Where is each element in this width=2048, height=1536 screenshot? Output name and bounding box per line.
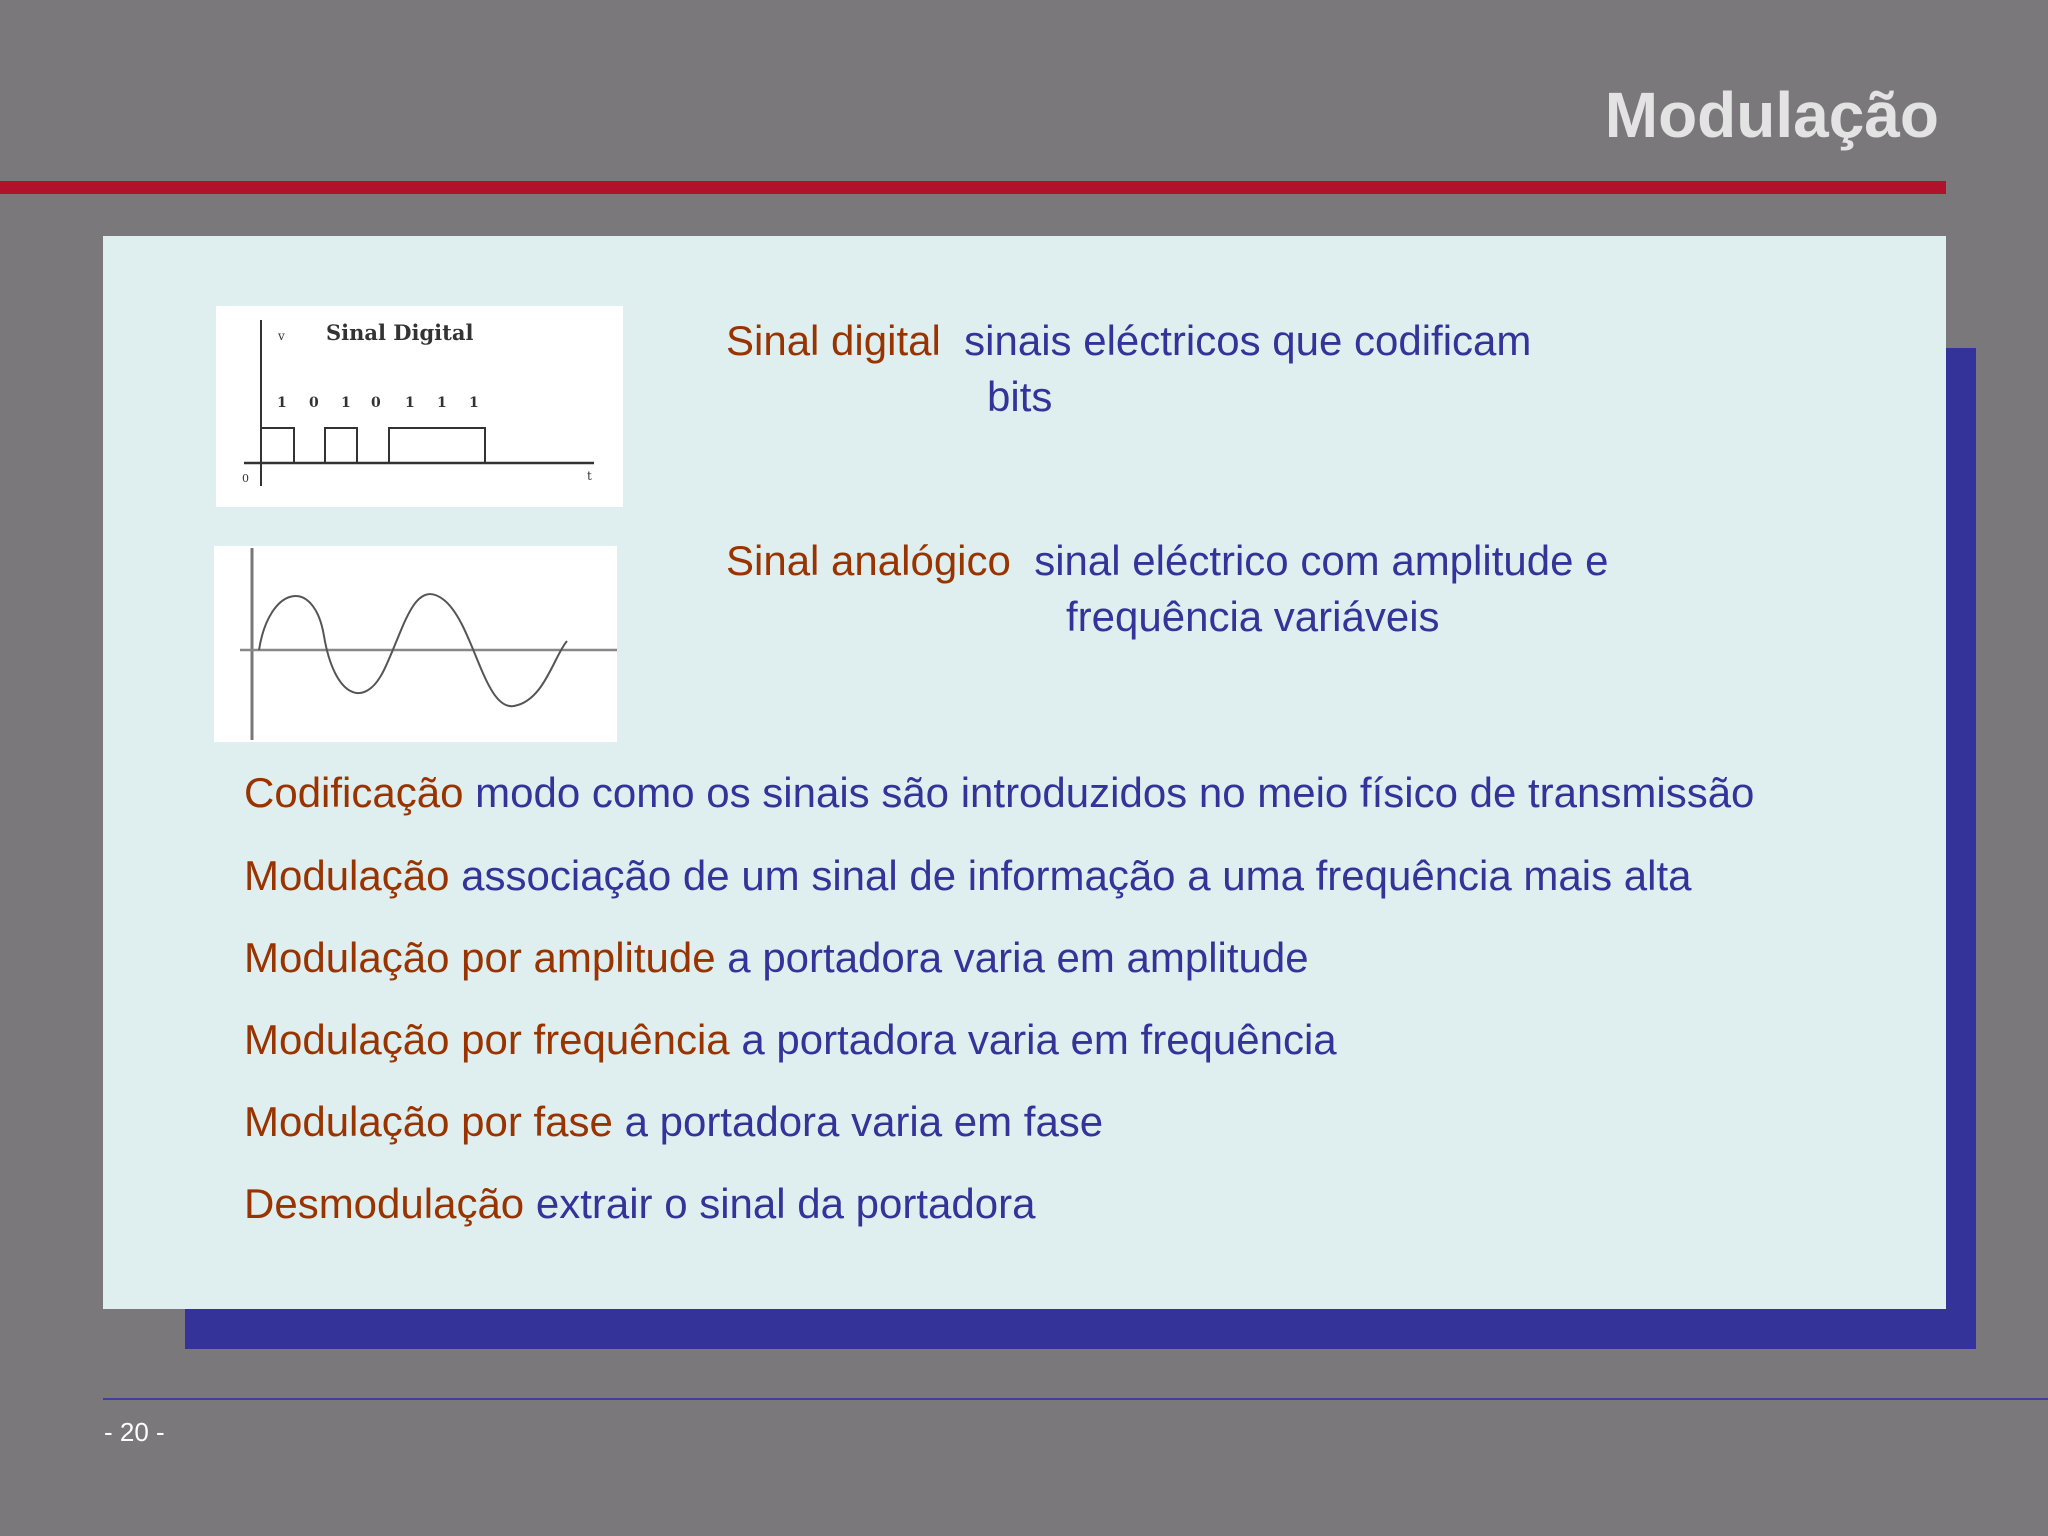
title-accent-bar (0, 181, 1946, 194)
digital-signal-figure (216, 306, 623, 507)
bit-label: 1 (341, 395, 351, 411)
definition-line (244, 768, 1754, 818)
signal-digital-definition-line2: bits (987, 373, 1053, 420)
definition-line (244, 1179, 1035, 1229)
y-axis-label: v (278, 329, 285, 343)
analog-signal-graph (214, 546, 617, 742)
bit-label: 1 (405, 395, 415, 411)
definition-line (244, 1097, 1103, 1147)
definition-text: a portadora varia em frequência (741, 1016, 1337, 1063)
definition-term: Modulação por frequência (244, 1016, 730, 1063)
slide-title: Modulação (1604, 79, 1939, 151)
definition-text: associação de um sinal de informação a uma frequência mais alta (461, 852, 1692, 899)
definition-text: a portadora varia em amplitude (727, 934, 1309, 981)
definition-text: extrair o sinal da portadora (535, 1180, 1036, 1227)
signal-digital-term: Sinal digital (726, 317, 941, 364)
analog-signal-figure (214, 546, 617, 742)
bit-label: 0 (371, 395, 381, 411)
digital-signal-graph (216, 306, 623, 507)
signal-digital-definition-line1: sinais eléctricos que codificam (964, 317, 1532, 364)
page-number: - 20 - (104, 1417, 165, 1447)
definition-line (244, 1015, 1337, 1065)
bit-label: 1 (277, 395, 287, 411)
definition-text: modo como os sinais são introduzidos no meio físico de transmissão (475, 769, 1755, 816)
signal-analog-term: Sinal analógico (726, 537, 1011, 584)
definition-line (244, 933, 1309, 983)
footer-divider (103, 1398, 2048, 1400)
definition-term: Desmodulação (244, 1180, 525, 1227)
definition-line (244, 851, 1691, 901)
definition-term: Modulação por fase (244, 1098, 613, 1145)
signal-analog-description (726, 533, 1608, 645)
bit-label: 1 (437, 395, 447, 411)
signal-digital-description (726, 313, 1531, 425)
x-axis-label: t (587, 469, 592, 483)
signal-analog-definition-line1: sinal eléctrico com amplitude e (1034, 537, 1609, 584)
definition-text: a portadora varia em fase (624, 1098, 1104, 1145)
definition-term: Modulação (244, 852, 450, 899)
bit-label: 0 (309, 395, 319, 411)
signal-analog-definition-line2: frequência variáveis (1066, 593, 1440, 640)
definition-term: Codificação (244, 769, 464, 816)
definition-term: Modulação por amplitude (244, 934, 716, 981)
digital-figure-title: Sinal Digital (326, 320, 474, 345)
bit-label: 1 (469, 395, 479, 411)
origin-label: 0 (242, 472, 249, 485)
